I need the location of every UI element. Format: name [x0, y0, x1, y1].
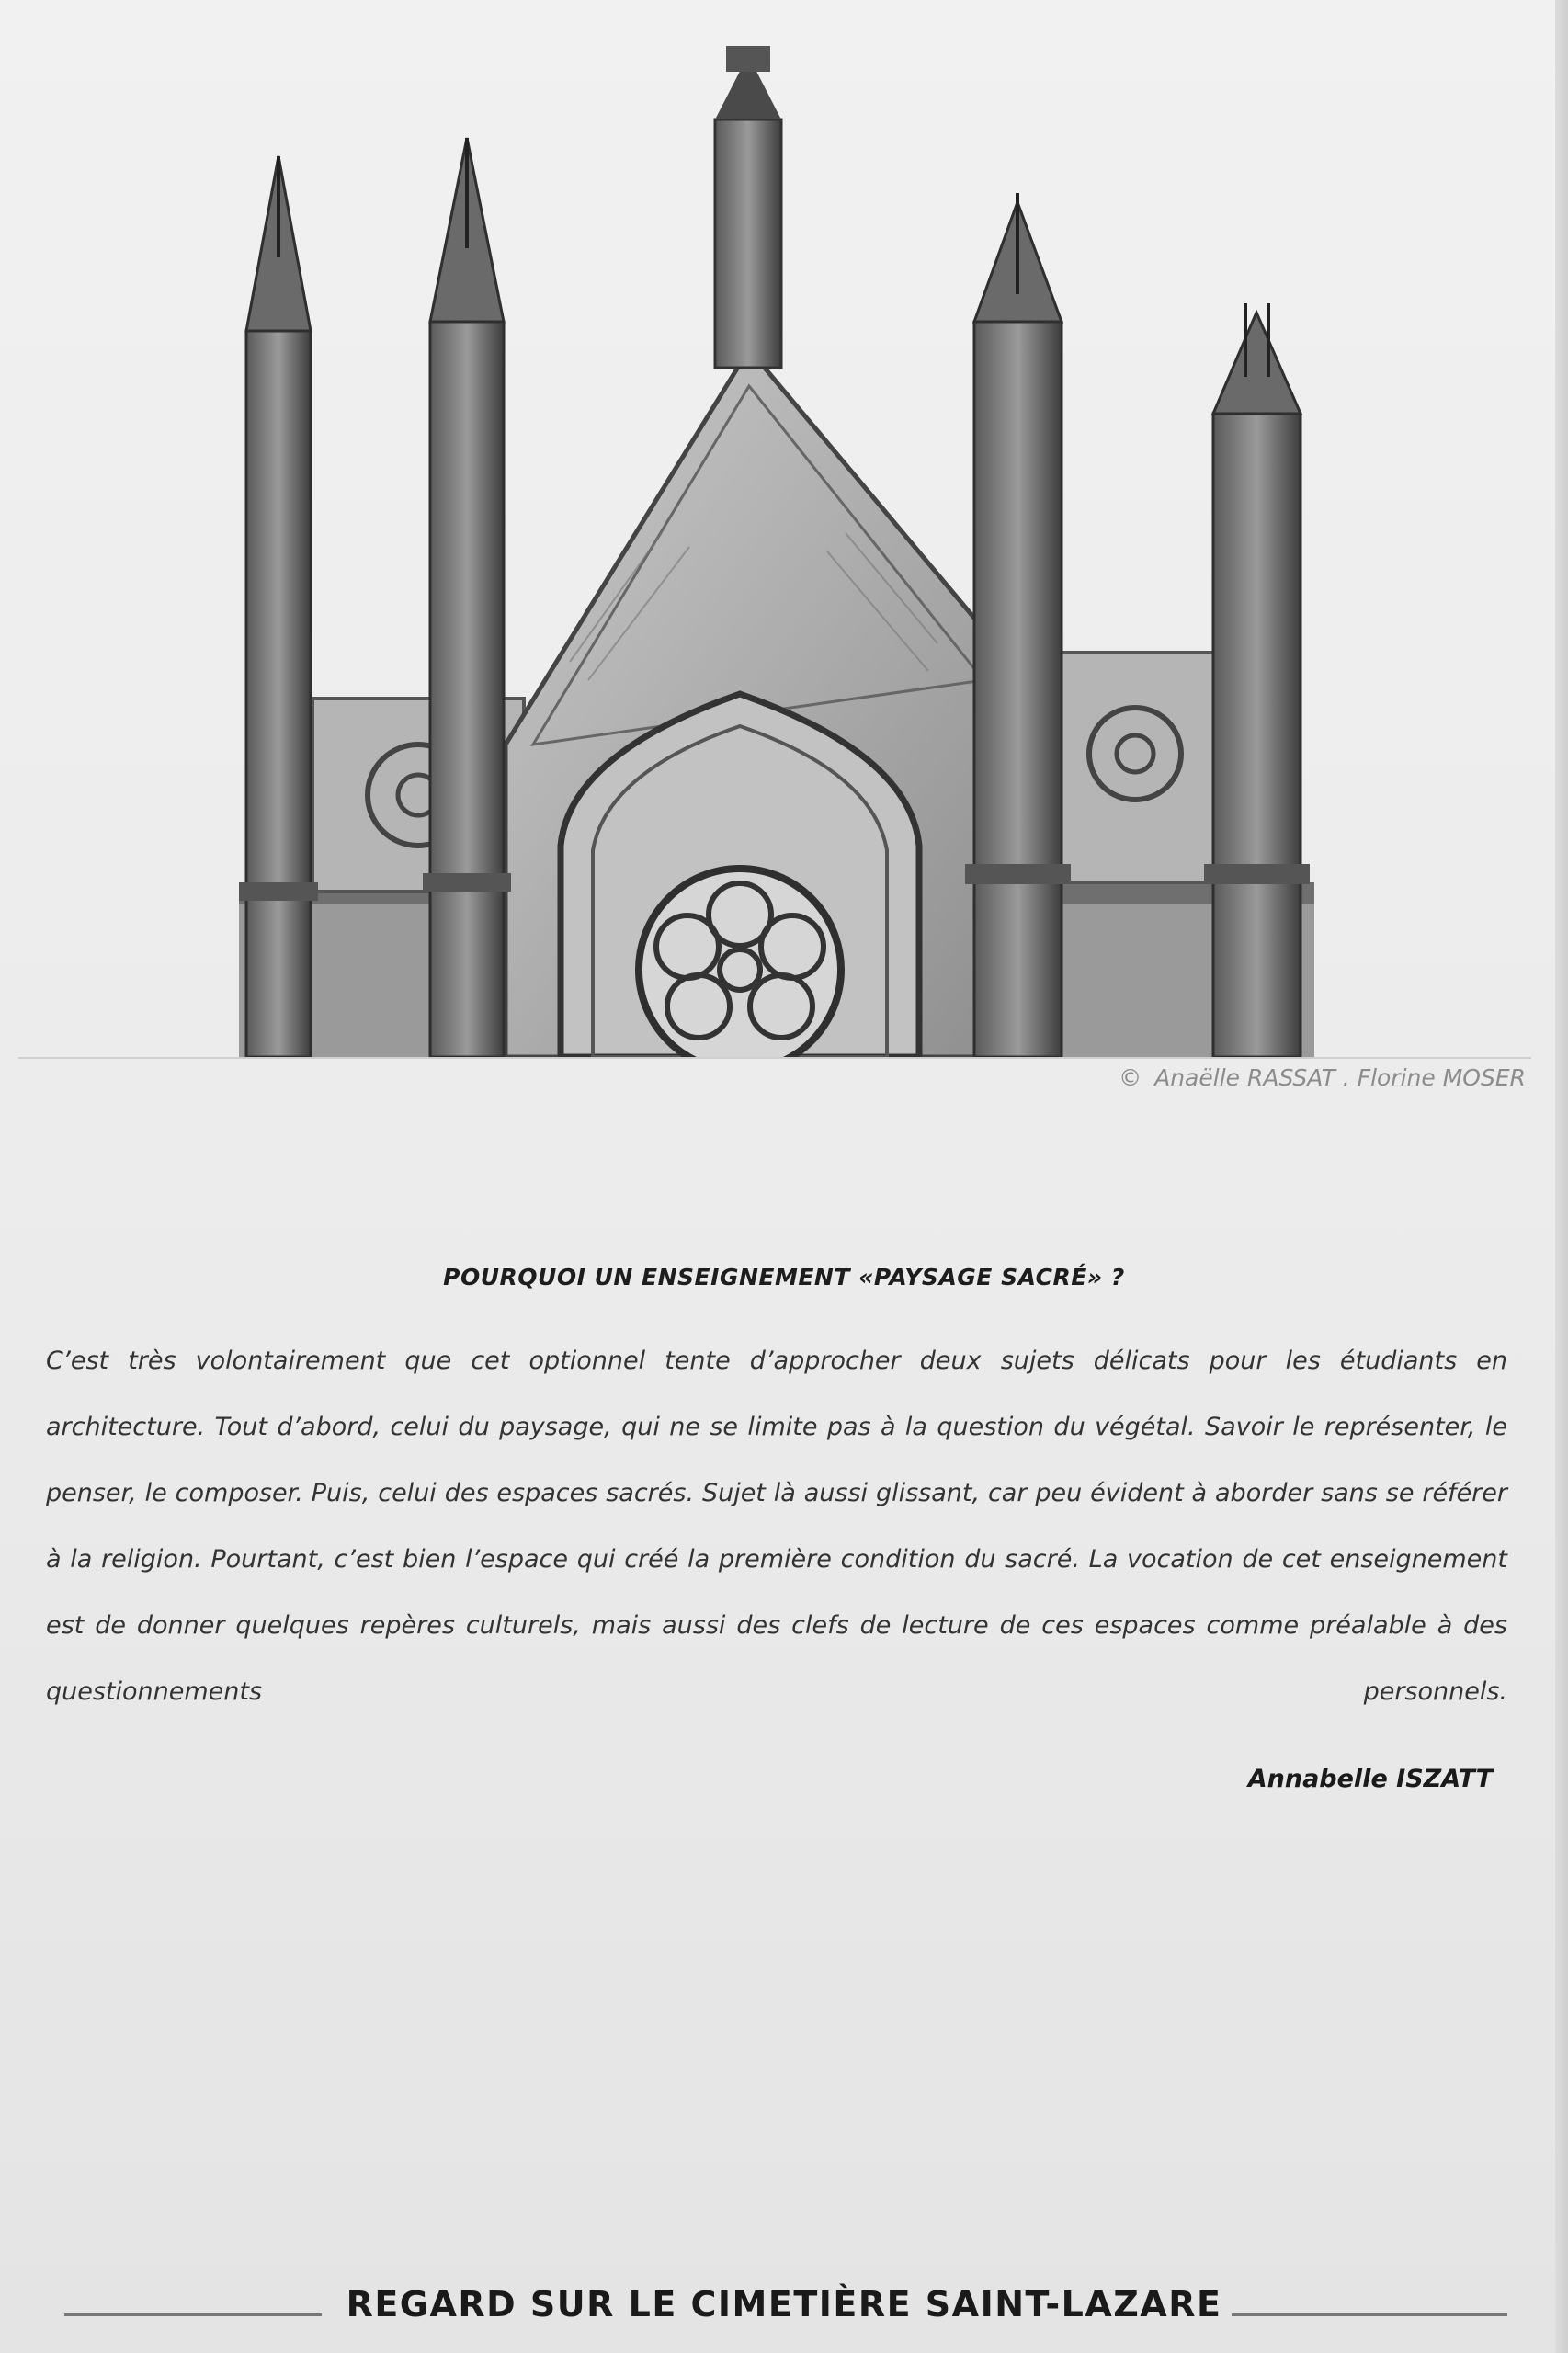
- gothic-chapel-drawing: [18, 18, 1531, 1059]
- footer-title: REGARD SUR LE CIMETIÈRE SAINT-LAZARE: [346, 2284, 1222, 2325]
- paragraph-text: C’est très volontairement que cet optionnel tente d’approcher deux sujets délicats pour les étudiants en architecture. Tout d’abord, celui du paysage, qui ne se limite pas à la question du végétal. Savoir le représenter, le penser, le composer. Puis, celui des espaces sacrés. Sujet là aussi glissant, car peu évident à aborder sans se référer à la religion. Pourtant, c’est bien l’espace qui créé la première condition du sacré. La vocation de cet enseignement est de donner quelques repères culturels, mais aussi des clefs de lecture de ces espaces comme préalable à des questionnements personnels.: [46, 1347, 1507, 1706]
- article-author: Annabelle ISZATT: [1247, 1765, 1493, 1793]
- copyright-symbol: ©: [1119, 1064, 1142, 1091]
- footer: [0, 2284, 1568, 2339]
- page-edge-shadow: [1555, 0, 1568, 2353]
- credit-names: Anaëlle RASSAT . Florine MOSER: [1154, 1064, 1526, 1091]
- article-paragraph: [46, 1328, 1507, 1725]
- article-heading: POURQUOI UN ENSEIGNEMENT «PAYSAGE SACRÉ» ?: [443, 1264, 1125, 1290]
- illustration-credit: [1119, 1064, 1526, 1091]
